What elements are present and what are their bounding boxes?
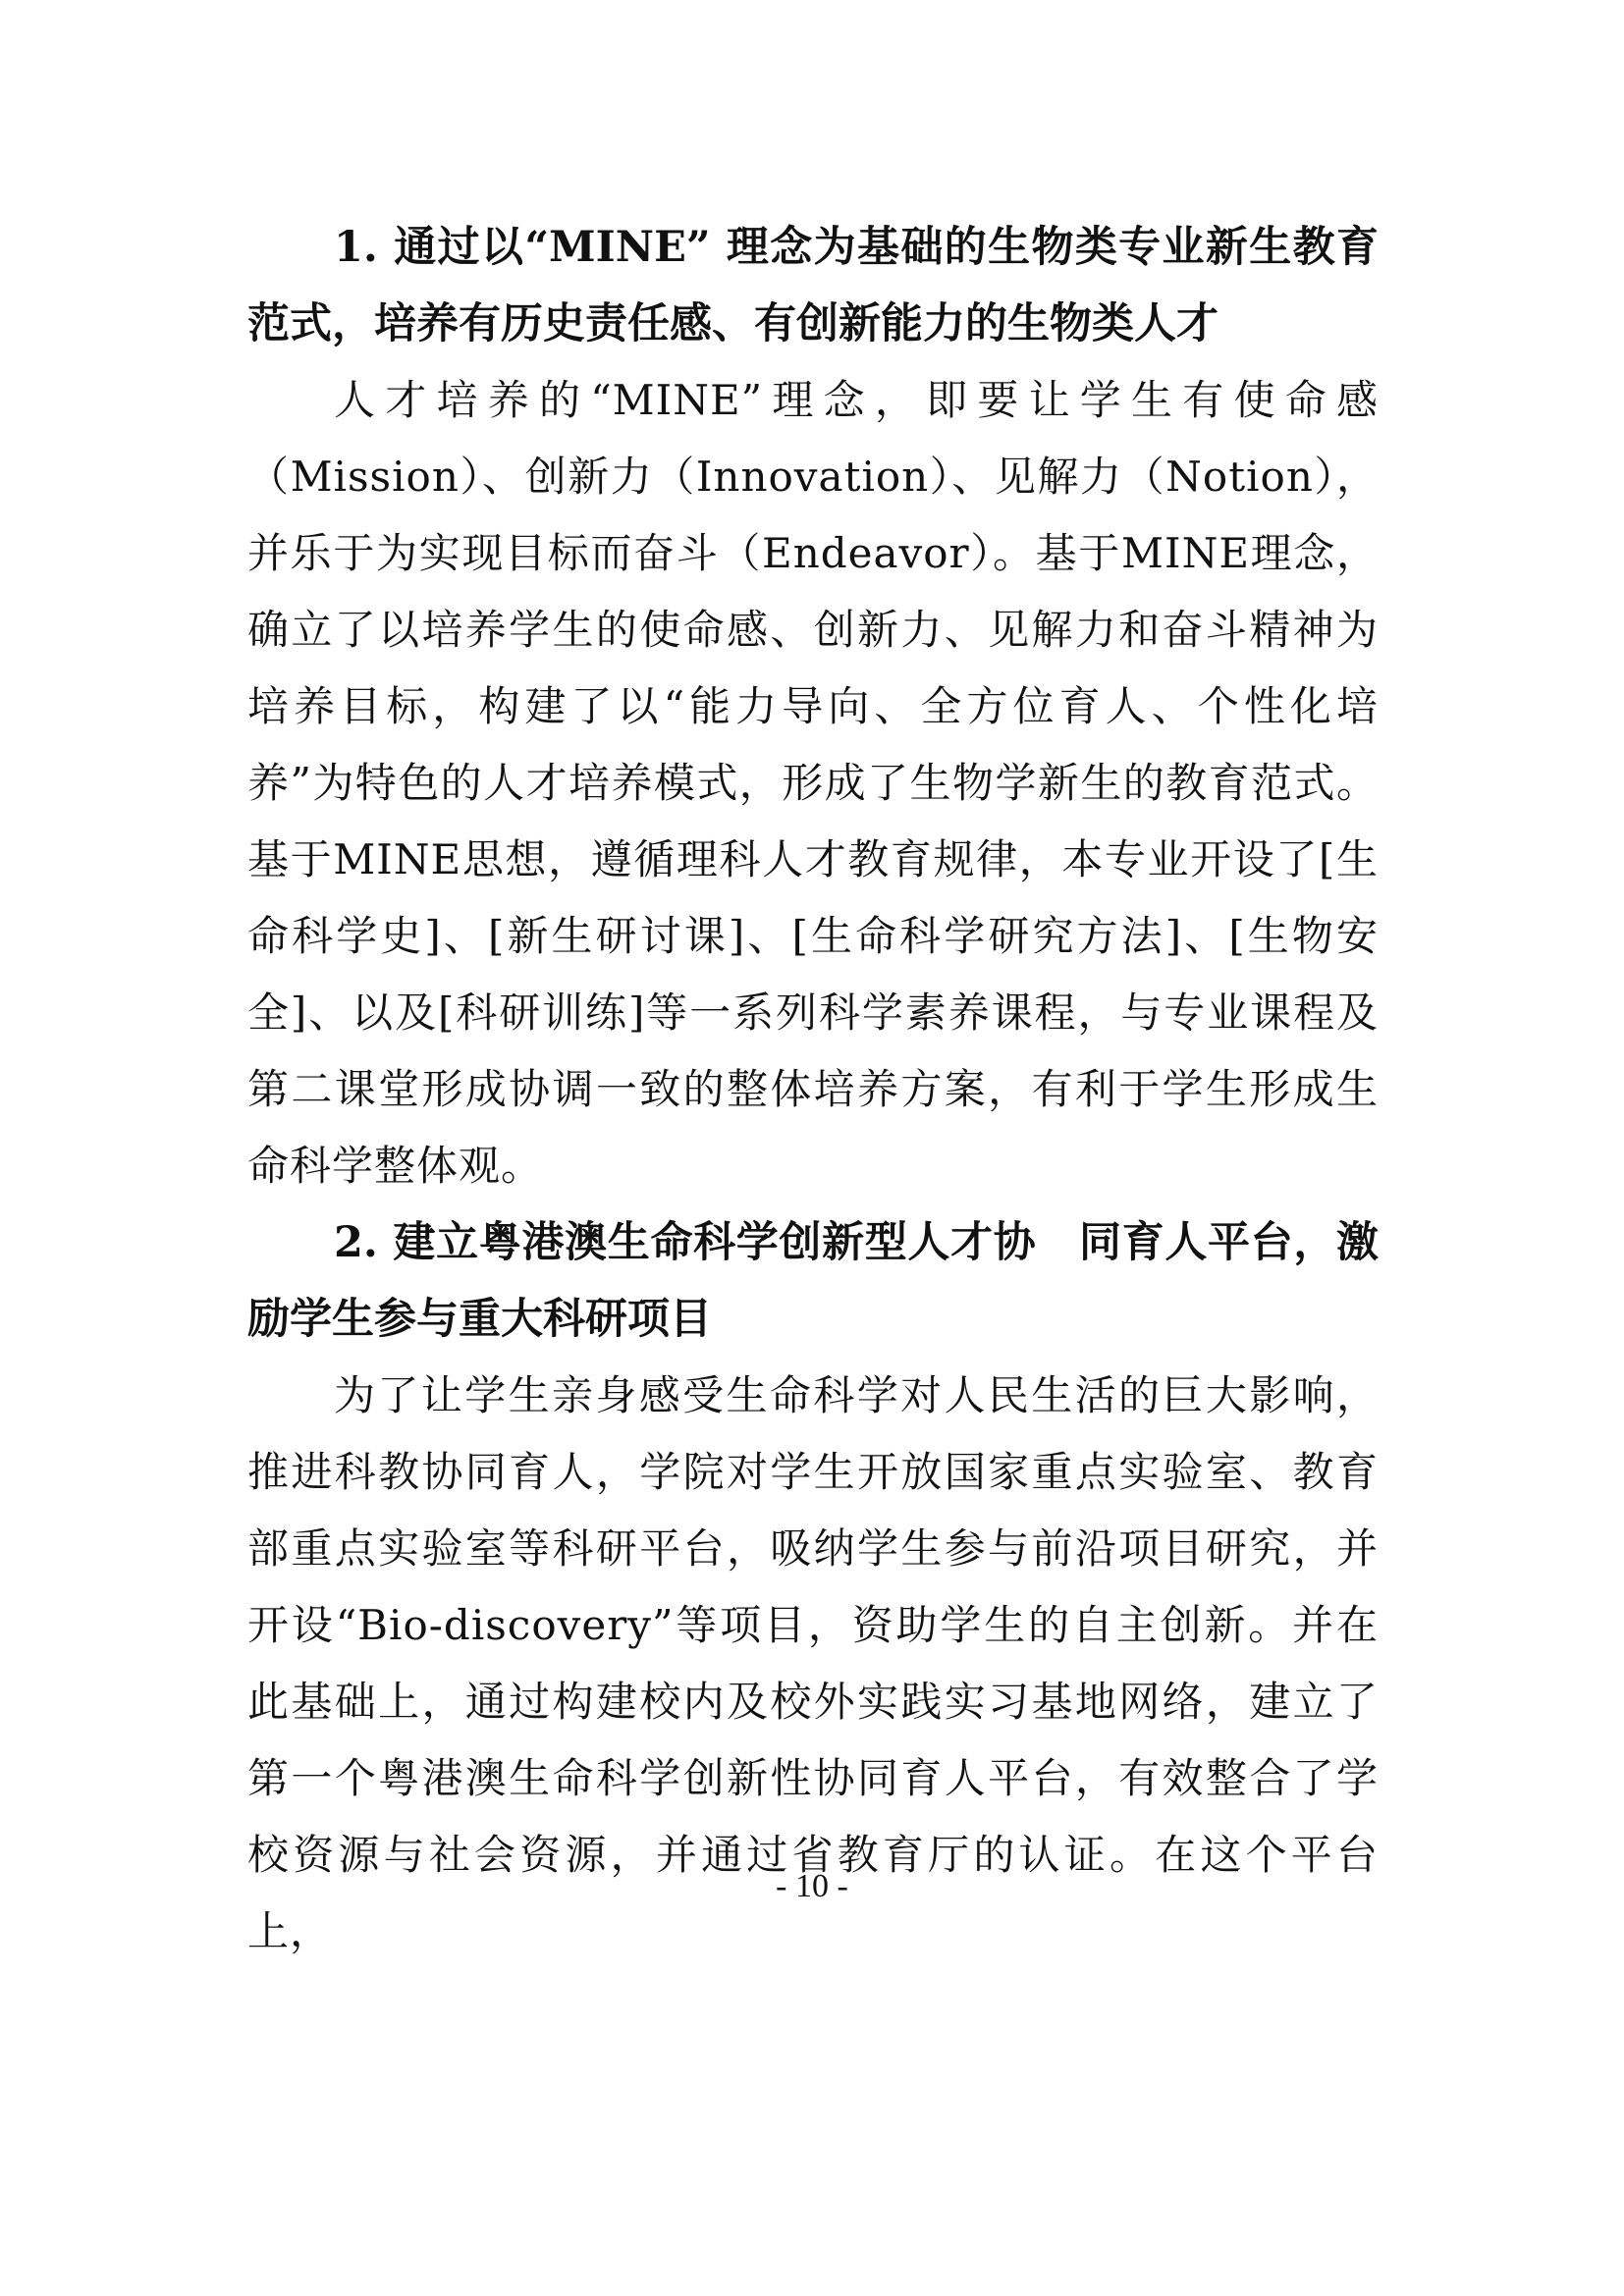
section-paragraph-2: 为了让学生亲身感受生命科学对人民生活的巨大影响，推进科教协同育人，学院对学生开放国家重点实验室、教育部重点实验室等科研平台，吸纳学生参与前沿项目研究，并开设“Bio-discovery”等项目，资助学生的自主创新。并在此基础上，通过构建校内及校外实践实习基地网络，建立了第一个粤港澳生命科学创新性协同育人平台，有效整合了学校资源与社会资源，并通过省教育厅的认证。在这个平台上， [247,1371,1379,1955]
page-number: - 10 - [776,1868,848,1904]
section-paragraph-1: 人才培养的“MINE”理念，即要让学生有使命感（Mission）、创新力（Innovation）、见解力（Notion），并乐于为实现目标而奋斗（Endeavor）。基于MINE理念，确立了以培养学生的使命感、创新力、见解力和奋斗精神为培养目标，构建了以“能力导向、全方位育人、个性化培养”为特色的人才培养模式，形成了生物学新生的教育范式。基于MINE思想，遵循理科人才教育规律，本专业开设了[生命科学史]、[新生研讨课]、[生命科学研究方法]、[生物安全]、以及[科研训练]等一系列科学素养课程，与专业课程及第二课堂形成协调一致的整体培养方案，有利于学生形成生命科学整体观。 [247,376,1379,1190]
section-heading-1: 1. 通过以“MINE” 理念为基础的生物类专业新生教育范式，培养有历史责任感、有创新能力的生物类人才 [247,223,1379,348]
section-heading-2: 2. 建立粤港澳生命科学创新型人才协 同育人平台，激励学生参与重大科研项目 [247,1218,1379,1344]
page-content [247,209,1379,1970]
